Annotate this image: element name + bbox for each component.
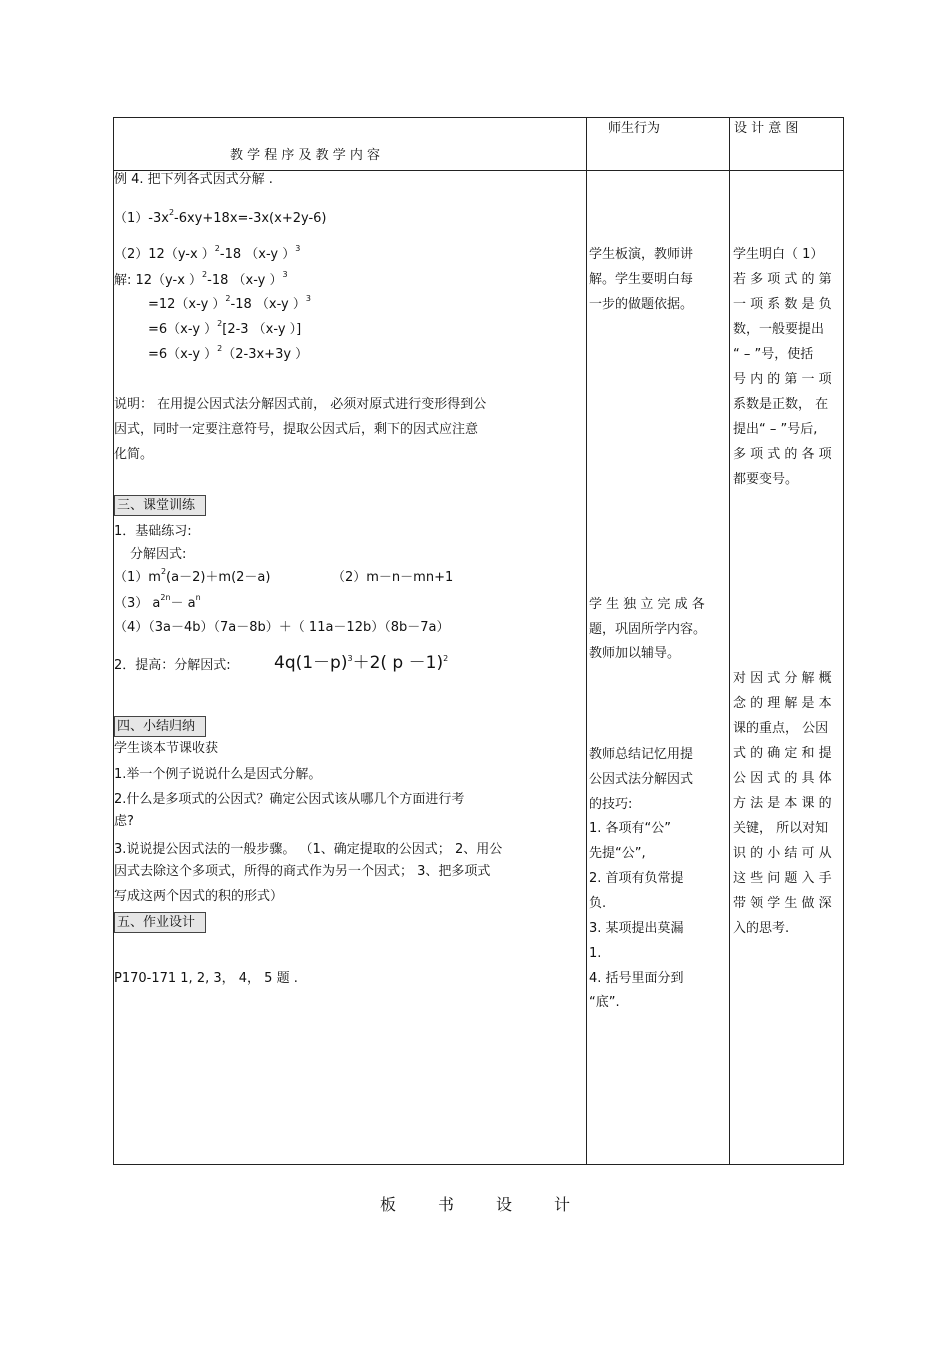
col3-line-7: 系数是正数， 在 [733, 397, 829, 412]
col2-line-8: 公因式法分解因式 [589, 772, 694, 787]
note-line-3: 化简。 [114, 447, 154, 462]
col3-line-20: 带 领 学 生 做 深 [733, 896, 832, 911]
advanced-formula: $4q(1-p)^3+2$( p －1)$^2$ [274, 653, 449, 673]
solution-line-2: =12（x-y ）$^2$-18 （x-y ）$^3$ [148, 294, 311, 312]
col2-line-15: 1. [589, 946, 602, 961]
col2-line-16: 4. 括号里面分到 [589, 971, 684, 986]
col2-line-14: 3. 某项提出莫漏 [589, 921, 684, 936]
col3-line-19: 这 些 问 题 入 手 [733, 871, 832, 886]
col3-line-12: 念 的 理 解 是 本 [733, 696, 832, 711]
col3-line-9: 多 项 式 的 各 项 [733, 447, 832, 462]
col2-line-3: 一步的做题依据。 [589, 297, 694, 312]
solution-line-1: 解: 12（y-x ）$^2$-18 （x-y ）$^3$ [114, 270, 288, 288]
example-4-item-1: $(1)-3x^2-6xy+18x=-3x(x+2y-6)$ [114, 208, 327, 226]
header-col1: 教 学 程 序 及 教 学 内 容 [230, 148, 381, 163]
col2-line-6: 教师加以辅导。 [589, 646, 681, 661]
col3-line-11: 对 因 式 分 解 概 [733, 671, 832, 686]
col3-line-1: 学生明白（ 1） [733, 247, 824, 262]
column-divider-2 [729, 118, 730, 1164]
board-design-char-2: 书 [437, 1195, 454, 1214]
summary-line-1: 1.举一个例子说说什么是因式分解。 [114, 767, 322, 782]
board-design-title [380, 1195, 570, 1215]
practice-q1: $(1)m^2(a-2)+m(2-a)$ [114, 567, 271, 585]
advanced-label: 2．提高：分解因式: [114, 658, 231, 673]
board-design-char-4: 计 [553, 1195, 570, 1214]
col2-line-11: 先提“公”, [589, 846, 646, 861]
col2-line-12: 2. 首项有负常提 [589, 871, 684, 886]
col2-line-10: 1. 各项有“公” [589, 821, 672, 836]
practice-q2: （2）m－n－mn+1 [332, 570, 454, 585]
summary-line-2: 2.什么是多项式的公因式？确定公因式该从哪几个方面进行考 [114, 792, 465, 807]
col3-line-4: 数，一般要提出 [733, 322, 825, 337]
col2-line-1: 学生板演，教师讲 [589, 247, 694, 262]
factor-label: 分解因式: [130, 547, 187, 562]
col2-line-2: 解。学生要明白每 [589, 272, 694, 287]
solution-line-3: =6（x-y ）$^2$[2-3 （x-y ）] [148, 319, 302, 337]
column-divider-1 [586, 118, 587, 1164]
homework-text: P170-171 1, 2, 3， 4， 5 题 . [114, 971, 298, 986]
col2-line-5: 题，巩固所学内容。 [589, 622, 707, 637]
example-4-item-2: （2）12（y-x ）$^2$-18 （x-y ）$^3$ [114, 244, 301, 262]
col3-line-14: 式 的 确 定 和 提 [733, 746, 832, 761]
col2-line-17: “底”. [589, 995, 620, 1010]
note-line-2: 因式，同时一定要注意符号，提取公因式后，剩下的因式应注意 [114, 422, 479, 437]
summary-line-3: 虑? [114, 814, 134, 829]
col3-line-10: 都要变号。 [733, 472, 799, 487]
header-col2: 师生行为 [608, 121, 661, 136]
col3-line-5: “ – ”号，使括 [733, 347, 814, 362]
board-design-char-1: 板 [380, 1195, 397, 1214]
col3-line-6: 号 内 的 第 一 项 [733, 372, 832, 387]
lesson-plan-table [113, 117, 844, 1165]
col3-line-16: 方 法 是 本 课 的 [733, 796, 832, 811]
col2-line-7: 教师总结记忆用提 [589, 747, 694, 762]
col3-line-8: 提出“ – ”号后, [733, 422, 818, 437]
section-5-heading: 五、作业设计 [114, 912, 206, 933]
col3-line-18: 识 的 小 结 可 从 [733, 846, 832, 861]
section-3-heading: 三、课堂训练 [114, 495, 206, 516]
board-design-char-3: 设 [495, 1195, 512, 1214]
col2-line-9: 的技巧: [589, 797, 633, 812]
section-4-heading: 四、小结归纳 [114, 716, 206, 737]
solution-line-4: =6（x-y ）$^2$（2-3x+3y ） [148, 344, 309, 362]
practice-q3: （3） $a^{2n}- a^n$ [114, 593, 201, 611]
summary-line-4: 3.说说提公因式法的一般步骤。 （1、确定提取的公因式； 2、用公 [114, 842, 503, 857]
note-line-1: 说明： 在用提公因式法分解因式前， 必须对原式进行变形得到公 [114, 397, 487, 412]
col2-line-13: 负. [589, 896, 607, 911]
col3-line-17: 关键， 所以对知 [733, 821, 829, 836]
summary-line-5: 因式去除这个多项式，所得的商式作为另一个因式； 3、把多项式 [114, 864, 491, 879]
example-4-title: 例 4. 把下列各式因式分解 . [114, 172, 273, 187]
col3-line-13: 课的重点， 公因 [733, 721, 829, 736]
basic-practice-label: 1．基础练习: [114, 524, 192, 539]
col3-line-2: 若 多 项 式 的 第 [733, 272, 832, 287]
summary-line-6: 写成这两个因式的积的形式） [114, 889, 284, 904]
practice-q4: （4）（3a－4b）（7a－8b）＋（ 11a－12b）（8b－7a） [114, 620, 450, 635]
summary-line-0: 学生谈本节课收获 [114, 741, 219, 756]
col3-line-21: 入的思考. [733, 921, 790, 936]
col3-line-3: 一 项 系 数 是 负 [733, 297, 832, 312]
col2-line-4: 学 生 独 立 完 成 各 [589, 597, 705, 612]
header-col3: 设 计 意 图 [734, 121, 799, 136]
col3-line-15: 公 因 式 的 具 体 [733, 771, 832, 786]
